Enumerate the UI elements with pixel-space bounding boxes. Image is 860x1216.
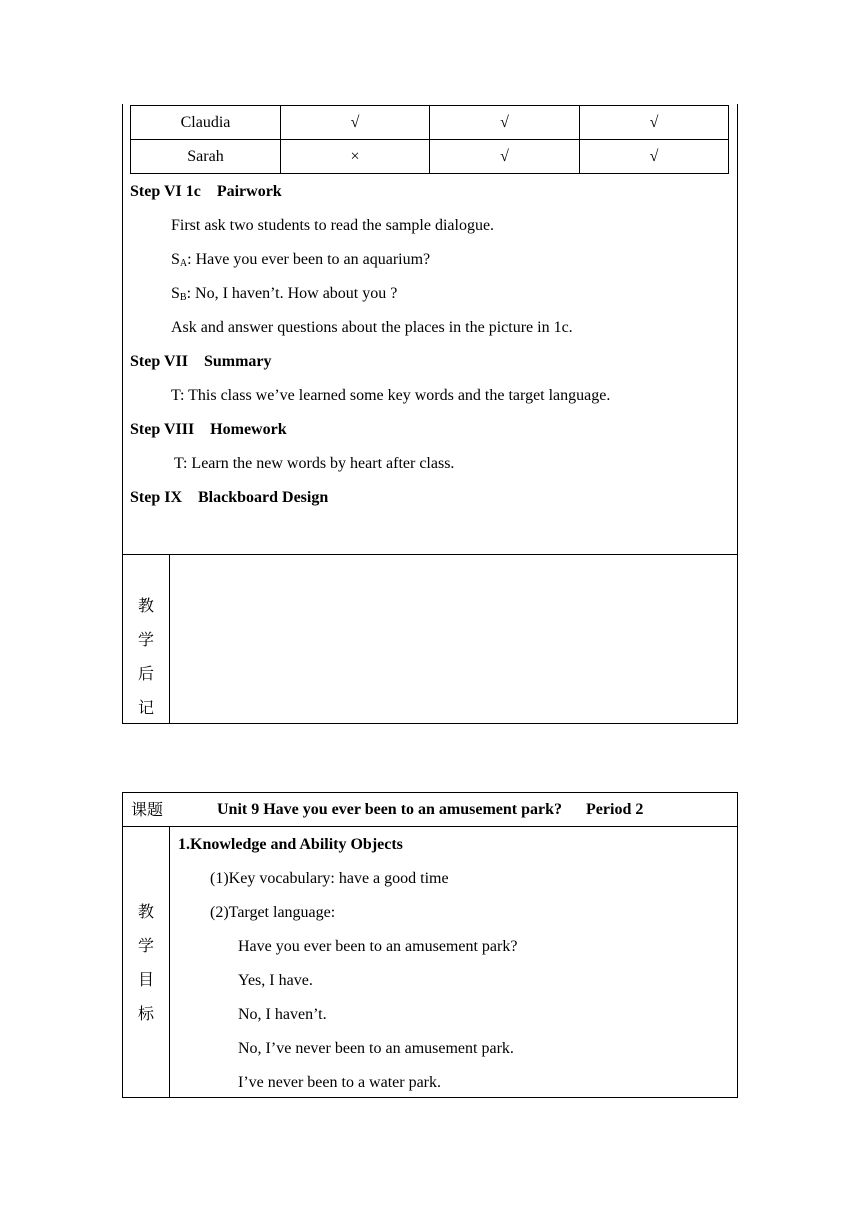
target-sentence: No, I’ve never been to an amusement park.: [238, 1040, 514, 1057]
outer-right-border: [737, 104, 738, 724]
check-cell: √: [649, 148, 659, 165]
objectives-heading: 1.Knowledge and Ability Objects: [178, 836, 403, 853]
target-sentence: I’ve never been to a water park.: [238, 1074, 441, 1091]
dialogue-line-b: $S_B$: No, I haven’t. How about you ?: [171, 285, 398, 303]
target-sentence: Have you ever been to an amusement park?: [238, 938, 518, 955]
check-cell: ×: [350, 148, 360, 165]
step6-task: Ask and answer questions about the places in the picture in 1c.: [171, 319, 573, 336]
name-cell: Claudia: [180, 114, 231, 131]
check-cell: √: [500, 114, 509, 131]
reflection-char: 教: [137, 596, 154, 615]
check-cell: √: [350, 114, 360, 131]
step6-instruction: First ask two students to read the sample dialogue.: [171, 217, 495, 234]
check-cell: √: [649, 114, 659, 131]
check-cell: √: [500, 148, 509, 165]
name-cell: Sarah: [187, 148, 224, 165]
objectives-char: 标: [137, 1004, 154, 1023]
objectives-char: 学: [137, 936, 154, 955]
step9-heading: Step IX Blackboard Design: [130, 489, 329, 506]
reflection-char: 后: [137, 664, 154, 683]
vocabulary-line: (1)Key vocabulary: have a good time: [210, 870, 449, 887]
target-sentence: Yes, I have.: [238, 972, 313, 989]
topic-label: 课题: [131, 800, 164, 819]
reflection-char: 记: [137, 698, 154, 717]
objectives-char: 目: [137, 970, 154, 989]
step8-heading: Step VIII Homework: [130, 421, 287, 438]
target-sentence: No, I haven’t.: [238, 1006, 327, 1023]
step6-heading: Step VI 1c Pairwork: [130, 183, 282, 200]
step7-heading: Step VII Summary: [130, 353, 272, 370]
dialogue-line-a: $S_A$: Have you ever been to an aquarium?: [171, 251, 431, 269]
lesson-topic: Unit 9 Have you ever been to an amusement park? Period 2: [217, 801, 644, 818]
reflection-char: 学: [137, 630, 154, 649]
outer-bottom-border: [122, 723, 738, 724]
step7-text: T: This class we’ve learned some key words and the target language.: [171, 387, 611, 404]
objectives-char: 教: [137, 902, 154, 921]
reflection-top-border: [122, 554, 738, 555]
step8-text: T: Learn the new words by heart after class.: [174, 455, 455, 472]
target-language-line: (2)Target language:: [210, 904, 336, 921]
